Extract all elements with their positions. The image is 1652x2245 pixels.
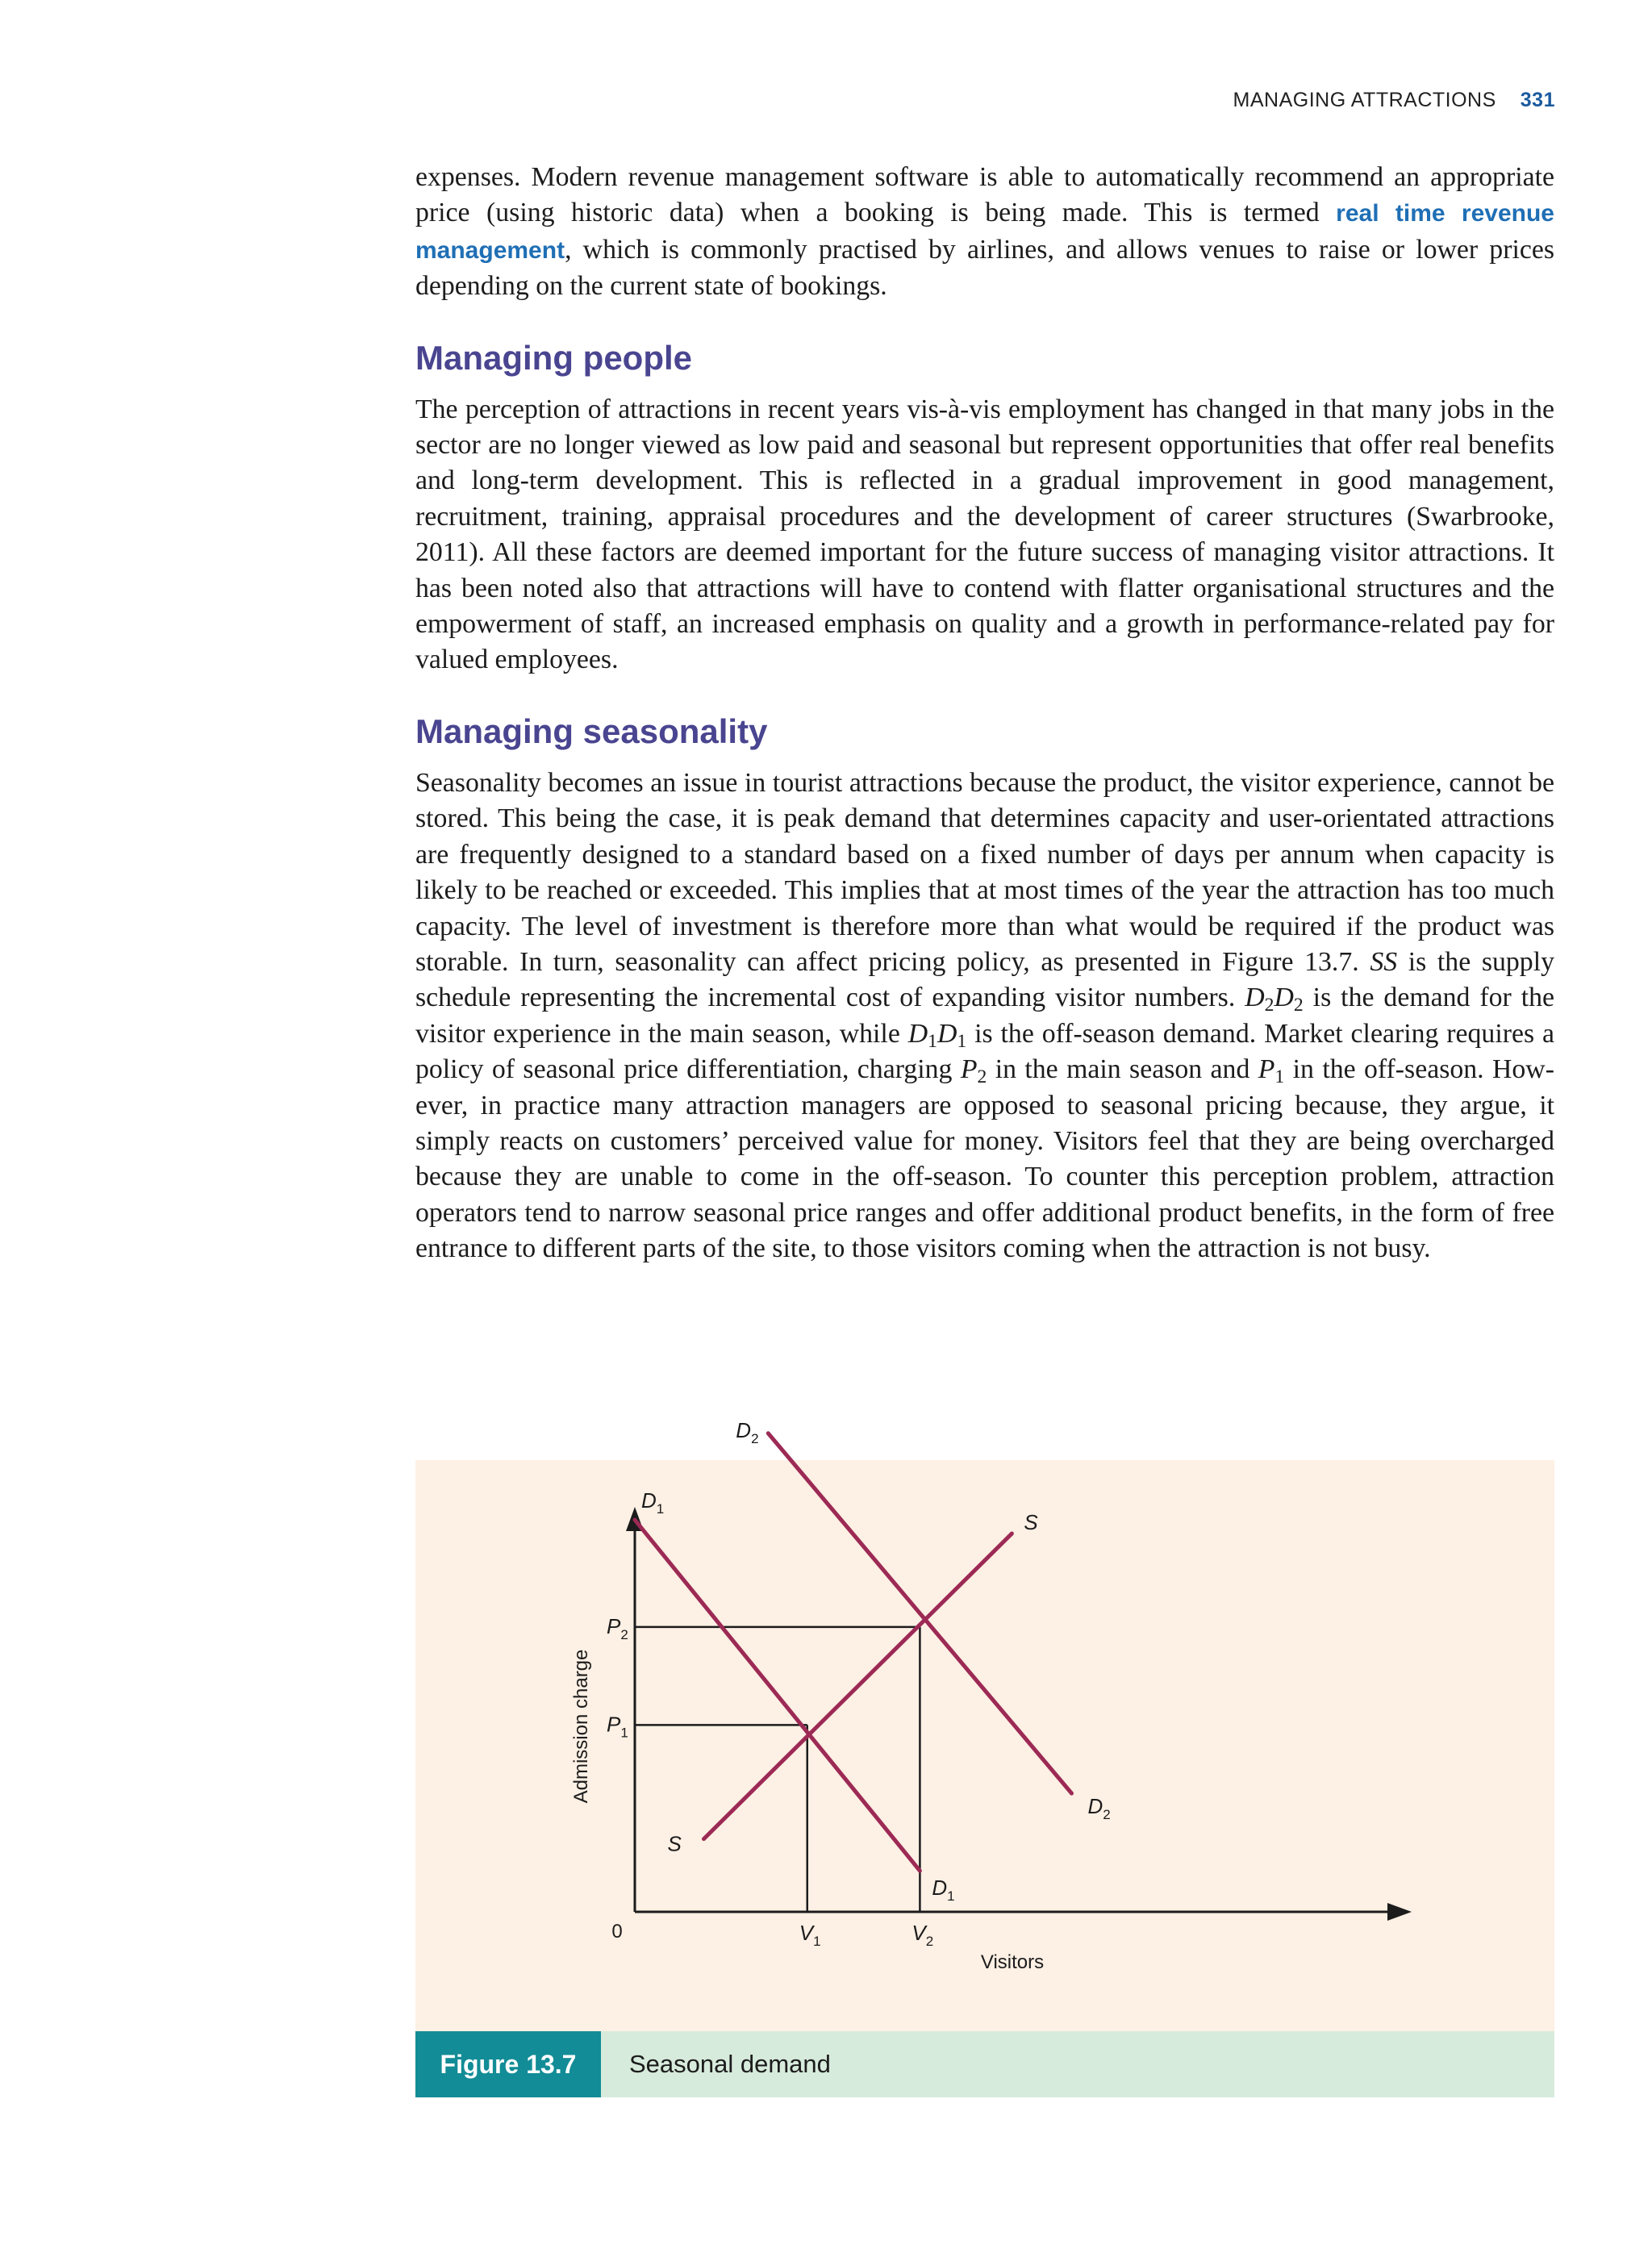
math-sub: 1 xyxy=(957,1030,967,1052)
figure-caption-bar xyxy=(415,2031,1554,2097)
math-p: P xyxy=(1258,1054,1275,1085)
text-run: is the off-season demand. Market clearing requires a policy of seasonal price differentiation, charging xyxy=(415,1018,1555,1085)
key-term-real-time-revenue-management: real time revenue management xyxy=(415,200,1554,264)
y-axis-label: Admission charge xyxy=(570,1649,592,1804)
x-tick-label-v1: $V_1$ xyxy=(799,1921,821,1949)
curve-start-label-ss: S xyxy=(667,1831,682,1856)
text-run: is the demand for the visitor experience in the main season, while xyxy=(415,983,1554,1049)
text-run: in the off-season. However, in practice many attraction managers are opposed to seasonal pricing because, they argue, it simply reacts on customers’ perceived value for money. Visitors feel that they are being overcharged because they are unable to come in the off-season. To counter this perception problem, attraction operators tend to narrow seasonal price ranges and offer additional product benefits, in the form of free entrance to different parts of the site, to those visitors coming when the attraction is not busy. xyxy=(415,1054,1554,1264)
curve-end-label-ss: S xyxy=(1024,1510,1038,1535)
math-d: D xyxy=(1245,983,1265,1013)
math-ss: SS xyxy=(1370,946,1398,977)
running-title: MANAGING ATTRACTIONS xyxy=(1233,89,1496,111)
math-sub: 1 xyxy=(1274,1066,1285,1088)
paragraph-seasonality xyxy=(415,766,1554,1267)
text-run: expenses. Modern revenue management software is able to automatically recommend an appropriate price (using historic data) when a booking is being made. This is termed xyxy=(415,162,1554,228)
y-tick-label-p2: $P_2$ xyxy=(607,1613,628,1642)
curve-start-label-d1d1: $D_1$ xyxy=(641,1488,665,1517)
running-head xyxy=(415,89,1555,112)
curve-d1d1 xyxy=(635,1520,920,1871)
curve-end-label-d2d2: $D_2$ xyxy=(1087,1794,1111,1823)
page-number: 331 xyxy=(1520,89,1555,111)
paragraph-revenue xyxy=(415,160,1554,305)
x-tick-label-v2: $V_2$ xyxy=(912,1921,934,1949)
math-sub: 1 xyxy=(928,1030,937,1052)
math-sub: 2 xyxy=(1293,995,1304,1016)
text-run: Seasonality becomes an issue in tourist attractions because the product, the visitor experience, cannot be stored. This being the case, it is peak demand that determines capacity and user-orientated attractions are frequently designed to a standard based on a fixed number of days per annum when capacity is likely to be reached or exceeded. This implies that at most times of the year the attraction has too much capacity. The level of investment is therefore more than what would be required if the product was storable. In turn, seasonality can affect pricing policy, as presented in Figure 13.7. xyxy=(415,767,1554,977)
x-axis-label: Visitors xyxy=(980,1951,1045,1973)
text-run: , which is commonly practised by airlines, and allows venues to raise or lower prices depending on the current state of bookings. xyxy=(415,234,1554,302)
x-axis-arrow xyxy=(1387,1903,1412,1921)
math-d: D xyxy=(937,1018,957,1049)
math-sub: 2 xyxy=(977,1066,987,1088)
text-run: is the supply schedule representing the incremental cost of expanding visitor numbers. xyxy=(415,946,1554,1013)
heading-managing-seasonality: Managing seasonality xyxy=(415,711,768,750)
curve-end-label-d1d1: $D_1$ xyxy=(932,1876,955,1905)
y-tick-label-p1: $P_1$ xyxy=(607,1712,628,1741)
figure-13-7 xyxy=(415,1417,1554,2097)
math-sub: 2 xyxy=(1264,995,1274,1016)
article-body xyxy=(415,160,1554,1267)
math-d: D xyxy=(1274,983,1294,1013)
math-p: P xyxy=(960,1054,978,1085)
figure-caption: Seasonal demand xyxy=(629,2050,831,2078)
heading-managing-people: Managing people xyxy=(415,338,693,377)
origin-label: 0 xyxy=(611,1921,623,1942)
math-d: D xyxy=(907,1018,928,1049)
figure-label: Figure 13.7 xyxy=(415,2031,601,2097)
seasonal-demand-chart xyxy=(415,1417,1554,2031)
text-run: in the main season and xyxy=(987,1054,1258,1085)
paragraph-people: The perception of attractions in recent years vis-à-vis employment has changed in that many jobs in the sector are no longer viewed as low paid and seasonal but represent opportunities that offer real benefits and long-term development. This is reflected in a gradual improvement in good management, recruitment, training, appraisal procedures and the development of career structures (Swarbrooke, 2011). All these factors are deemed important for the future success of managing visitor attractions. It has been noted also that attractions will have to contend with flatter organisational structures and the empowerment of staff, an increased emphasis on quality and a growth in performance-related pay for valued employees. xyxy=(415,394,1554,675)
curve-start-label-d2d2: $D_2$ xyxy=(736,1417,759,1446)
